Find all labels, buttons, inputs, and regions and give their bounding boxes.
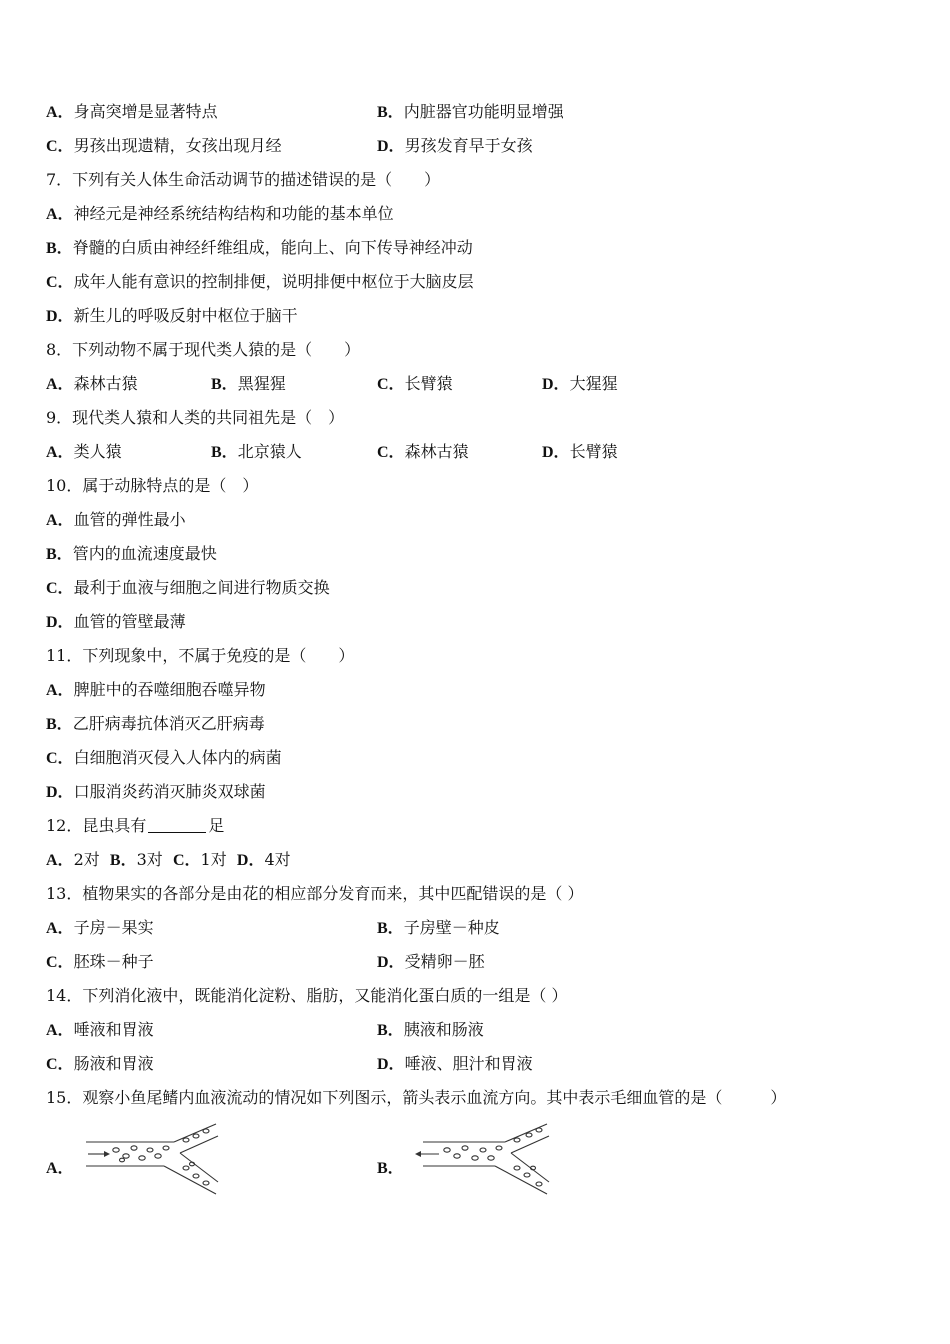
q14-option-a <box>46 1013 154 1048</box>
q8-option-c <box>377 367 453 402</box>
option-letter: A． <box>46 920 74 937</box>
q8-option-b <box>211 367 286 402</box>
q10-option-b <box>46 537 217 571</box>
q10-option-c <box>46 571 330 605</box>
option-letter: C． <box>46 580 74 597</box>
q12-option-a <box>46 850 100 869</box>
q11-option-d <box>46 775 266 809</box>
option-letter: A． <box>46 444 74 461</box>
option-letter: B． <box>211 444 238 461</box>
option-letter: A． <box>46 206 74 223</box>
q15-option-a <box>46 1120 286 1200</box>
option-text: 1对 <box>200 850 227 869</box>
option-letter: D． <box>377 954 405 971</box>
q12-options-row <box>46 843 291 877</box>
option-text: 血管的弹性最小 <box>73 510 186 529</box>
q8-stem: 8．下列动物不属于现代类人猿的是（ ） <box>46 340 361 359</box>
q11-option-a <box>46 673 266 707</box>
q12-option-b <box>110 850 163 869</box>
option-text: 神经元是神经系统结构结构和功能的基本单位 <box>73 204 394 223</box>
option-letter: C． <box>46 138 74 155</box>
option-letter: B． <box>211 376 238 393</box>
option-letter: B． <box>109 852 137 869</box>
q13-option-a <box>46 911 154 946</box>
option-text: 身高突增是显著特点 <box>73 102 218 121</box>
option-text: 最利于血液与细胞之间进行物质交换 <box>73 578 330 597</box>
q8-option-d <box>542 367 618 402</box>
option-letter: B． <box>46 546 73 563</box>
option-text: 长臂猿 <box>404 374 453 393</box>
option-letter: A． <box>46 512 74 529</box>
q13-stem: 13．植物果实的各部分是由花的相应部分发育而来，其中匹配错误的是（ ） <box>46 884 584 903</box>
q12-stem-before: 12．昆虫具有 <box>46 816 147 835</box>
option-text: 森林古猿 <box>404 442 469 461</box>
option-text: 血管的管壁最薄 <box>73 612 186 631</box>
option-text: 受精卵－胚 <box>404 952 485 971</box>
q14-stem: 14．下列消化液中，既能消化淀粉、脂肪，又能消化蛋白质的一组是（ ） <box>46 986 568 1005</box>
option-letter: C． <box>46 954 74 971</box>
option-text: 唾液、胆汁和胃液 <box>404 1054 533 1073</box>
q6-option-d <box>377 129 533 164</box>
q14-option-b <box>377 1013 484 1048</box>
option-text: 口服消炎药消灭肺炎双球菌 <box>73 782 266 801</box>
option-text: 子房壁－种皮 <box>403 918 500 937</box>
q9-stem: 9．现代类人猿和人类的共同祖先是（ ） <box>46 408 345 427</box>
option-text: 子房－果实 <box>73 918 154 937</box>
q12-stem <box>46 809 224 843</box>
option-letter: C． <box>377 376 405 393</box>
q9-option-d <box>542 435 618 470</box>
q7-stem: 7．下列有关人体生命活动调节的描述错误的是（ ） <box>46 170 441 189</box>
q6-option-c <box>46 129 282 164</box>
option-text: 长臂猿 <box>569 442 618 461</box>
q13-option-d <box>377 945 485 980</box>
option-letter: A． <box>46 1160 74 1177</box>
option-text: 胰液和肠液 <box>403 1020 484 1039</box>
q7-option-d <box>46 299 298 333</box>
option-text: 大猩猩 <box>569 374 618 393</box>
option-text: 成年人能有意识的控制排便，说明排便中枢位于大脑皮层 <box>73 272 474 291</box>
option-letter: D． <box>377 1056 405 1073</box>
option-text: 脾脏中的吞噬细胞吞噬异物 <box>73 680 266 699</box>
option-letter: C． <box>46 750 74 767</box>
option-letter: D． <box>46 614 74 631</box>
option-letter: B． <box>46 716 73 733</box>
q9-option-c <box>377 435 469 470</box>
option-text: 男孩发育早于女孩 <box>404 136 533 155</box>
q12-option-c <box>173 850 227 869</box>
option-text: 唾液和胃液 <box>73 1020 154 1039</box>
option-letter: D． <box>377 138 405 155</box>
option-letter: C． <box>377 444 405 461</box>
option-letter: A． <box>46 376 74 393</box>
option-text: 白细胞消灭侵入人体内的病菌 <box>73 748 282 767</box>
q12-option-d <box>237 850 291 869</box>
option-text: 北京猿人 <box>237 442 302 461</box>
q15-figures-row <box>46 1120 846 1200</box>
q12-stem-after: 足 <box>208 816 225 835</box>
q7-option-b <box>46 231 473 265</box>
q15-option-b <box>377 1120 617 1200</box>
q11-option-c <box>46 741 282 775</box>
q10-option-a <box>46 503 186 537</box>
option-text: 黑猩猩 <box>237 374 286 393</box>
option-text: 男孩出现遗精，女孩出现月经 <box>73 136 282 155</box>
q13-option-b <box>377 911 500 946</box>
answer-blank <box>148 814 206 833</box>
q7-option-c <box>46 265 474 299</box>
option-text: 管内的血流速度最快 <box>72 544 217 563</box>
option-letter: D． <box>542 444 570 461</box>
option-text: 3对 <box>136 850 163 869</box>
option-letter: C． <box>46 274 74 291</box>
option-letter: D． <box>46 784 74 801</box>
q11-stem: 11．下列现象中，不属于免疫的是（ ） <box>46 646 355 665</box>
option-letter: D． <box>236 852 265 869</box>
option-letter: C． <box>46 1056 74 1073</box>
option-letter: A． <box>46 682 74 699</box>
option-letter: A． <box>46 104 74 121</box>
option-letter: B． <box>46 240 73 257</box>
option-text: 胚珠－种子 <box>73 952 154 971</box>
q9-option-a <box>46 435 122 470</box>
option-text: 森林古猿 <box>73 374 138 393</box>
option-text: 乙肝病毒抗体消灭乙肝病毒 <box>72 714 265 733</box>
option-text: 2对 <box>73 850 100 869</box>
option-letter: D． <box>542 376 570 393</box>
option-letter: B． <box>377 920 404 937</box>
option-letter: D． <box>46 308 74 325</box>
option-text: 脊髓的白质由神经纤维组成，能向上、向下传导神经冲动 <box>72 238 473 257</box>
option-letter: B． <box>377 1160 404 1177</box>
option-text: 新生儿的呼吸反射中枢位于脑干 <box>73 306 298 325</box>
q14-option-d <box>377 1047 533 1082</box>
option-text: 内脏器官功能明显增强 <box>403 102 564 121</box>
option-text: 4对 <box>264 850 291 869</box>
option-text: 肠液和胃液 <box>73 1054 154 1073</box>
q11-option-b <box>46 707 265 741</box>
q6-option-b <box>377 95 564 130</box>
option-letter: A． <box>46 852 74 869</box>
option-letter: B． <box>377 1022 404 1039</box>
q8-option-a <box>46 367 138 402</box>
q9-option-b <box>211 435 302 470</box>
option-text: 类人猿 <box>73 442 122 461</box>
option-letter: C． <box>172 852 201 869</box>
q10-stem: 10．属于动脉特点的是（ ） <box>46 476 259 495</box>
blood-vessel-converging-diagram <box>413 1120 553 1198</box>
q14-option-c <box>46 1047 154 1082</box>
blood-vessel-branching-diagram <box>82 1120 222 1198</box>
q7-option-a <box>46 197 394 231</box>
q10-option-d <box>46 605 186 639</box>
q15-stem: 15．观察小鱼尾鳍内血液流动的情况如下列图示，箭头表示血流方向。其中表示毛细血管的是（ ） <box>46 1088 787 1107</box>
option-letter: B． <box>377 104 404 121</box>
q6-option-a <box>46 95 218 130</box>
q13-option-c <box>46 945 154 980</box>
option-letter: A． <box>46 1022 74 1039</box>
